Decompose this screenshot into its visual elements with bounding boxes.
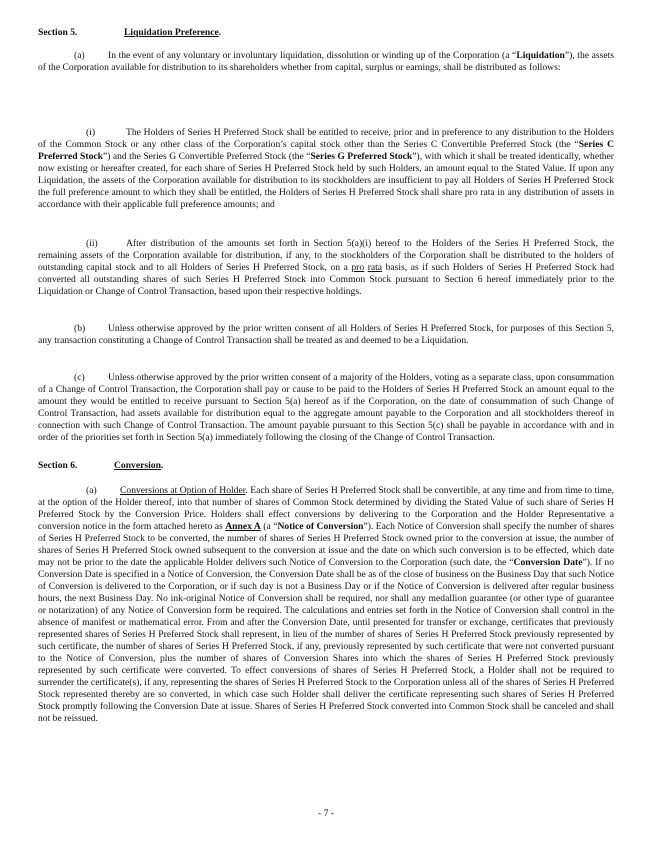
text-span: ”) and the Series G Convertible Preferred Stock (the “: [102, 151, 311, 162]
section-5-number: Section 5.: [38, 27, 78, 38]
section-5b-label: (b): [74, 323, 86, 334]
text-span: The Holders of Series H Preferred Stock shall be entitled to receive, prior and in preference to any distribution to the Holders of the Common Stock or any other class of the Corporation’s capital stock other than the Series C Convertible Preferred Stock (the “: [38, 127, 614, 150]
defined-term-liquidation: Liquidation: [516, 50, 565, 61]
text-span: ”), the assets of the Corporation available for distribution to its shareholders whether from capital, surplus or earnings, shall be distributed as follows:: [38, 50, 614, 73]
section-5-heading: Section 5. Liquidation Preference.: [38, 27, 222, 38]
section-5a-i-paragraph: [38, 127, 614, 211]
text-span: ”), with which it shall be treated identically, whether now existing or hereafter created, for each share of Series H Preferred Stock held by such Holders, an amount equal to the Stated Value. If upon any Liquidation, the assets of the Corporation available for distribution to its stockholders are insufficient to pay all Holders of Series H Preferred Stock the full preference amount to which they shall be entitled, the Holders of Series H Preferred Stock shall share pro rata in any distribution of assets in accordance with their applicable full preference amounts; and: [38, 151, 615, 210]
text-span: ”). Each Notice of Conversion shall specify the number of shares of Series H Preferred Stock to be converted, the number of shares of Series H Preferred Stock owned prior to the conversion at issue, the number of shares of Series H Preferred Stock owned subsequent to the conversion at issue and the date on which such conversion is to be effected, which date may not be prior to the date the applicable Holder delivers such Notice of Conversion to the Corporation (such date, the “: [38, 521, 615, 568]
underlined-rata: rata: [367, 262, 383, 273]
text-span: ”). If no Conversion Date is specified in a Notice of Conversion, the Conversion Date shall be as of the close of business on the Business Day that such Notice of Conversion is delivered to the Corporation, or if such day is not a Business Day or if the Notice of Conversion is delivered after regular business hours, the next Business Day. No ink-original Notice of Conversion shall be required, nor shall any medallion guarantee (or other type of guarantee or notarization) of any Notice of Conversion form be required. The calculations and entries set forth in the Notice of Conversion shall control in the absence of manifest or mathematical error. From and after the Conversion Date, until presented for transfer or exchange, certificates that previously represented shares of Series H Preferred Stock shall represent, in lieu of the number of shares of Series H Preferred Stock previously represented by such certificate, the number of shares of Series H Preferred Stock, if any, previously represented by such certificate that were not converted pursuant to the Notice of Conversion, plus the number of shares of Conversion Shares into which the shares of Series H Preferred Stock previously represented by such certificate were converted. To effect conversions of shares of Series H Preferred Stock, a Holder shall not be required to surrender the certificate(s), if any, representing the shares of Series H Preferred Stock to the Corporation unless all of the shares of Series H Preferred Stock represented thereby are so converted, in which case such Holder shall deliver the certificate representing such shares of Series H Preferred Stock promptly following the Conversion Date at issue. Shares of Series H Preferred Stock converted into Common Stock shall be canceled and shall not be reissued.: [38, 557, 615, 724]
section-6a-heading: Conversions at Option of Holder: [120, 485, 246, 496]
text-span: . Each share of Series H Preferred Stock shall be convertible, at any time and from time to time, at the option of the Holder thereof, into that number of shares of Common Stock determined by dividing the Stated Value of such share of Series H Preferred Stock by the Conversion Price. Holders shall effect conversions by delivering to the Corporation and the Holder Representative a conversion notice in the form attached hereto as: [38, 485, 614, 532]
page-number: - 7 -: [318, 808, 334, 819]
text-span: basis, as if such Holders of Series H Preferred Stock had converted all outstanding shares of such Series H Preferred Stock into Common Stock pursuant to Section 6 hereof immediately prior to the Liquidation or Change of Control Transaction, based upon their respective holdings.: [38, 262, 614, 297]
section-5a-label: (a): [74, 50, 85, 61]
text-span: After distribution of the amounts set forth in Section 5(a)(i) hereof to the Holders of the Series H Preferred Stock, the remaining assets of the Corporation available for distribution, if any, to the stockholders of the Corporation shall be distributed to the holders of outstanding capital stock and to all Holders of Series H Preferred Stock, on a: [38, 238, 614, 273]
defined-term-conversion-date: Conversion Date: [513, 557, 583, 568]
text-span: Unless otherwise approved by the prior written consent of all Holders of Series H Preferred Stock, for purposes of this Section 5, any transaction constituting a Change of Control Transaction shall be treated as and deemed to be a Liquidation.: [38, 323, 614, 346]
defined-term-series-c: Series C Preferred Stock: [38, 139, 614, 162]
section-6-heading: Section 6. Conversion.: [38, 460, 164, 471]
section-6a-paragraph: [38, 485, 614, 725]
text-span: (a “: [260, 521, 278, 532]
section-5a-paragraph: [38, 50, 614, 74]
text-span: Unless otherwise approved by the prior written consent of a majority of the Holders, voting as a separate class, upon consummation of a Change of Control Transaction, the Corporation shall pay or cause to be paid to the Holders of Series H Preferred Stock an amount equal to the amount they would be entitled to receive pursuant to Section 5(a) hereof as if the Corporation, on the date of consummation of such Change of Control Transaction, had assets available for distribution equal to the aggregate amount payable to the Corporation and all stockholders thereof in connection with such Change of Control Transaction. The amount payable pursuant to this Section 5(c) shall be payable in accordance with and in order of the priorities set forth in Section 5(a) immediately following the closing of the Change of Control Transaction.: [38, 372, 614, 443]
underlined-pro: pro: [351, 262, 365, 273]
defined-term-series-g: Series G Preferred Stock: [310, 151, 413, 162]
section-5c-label: (c): [74, 372, 85, 383]
section-6-title: Conversion: [114, 460, 161, 471]
section-5c-paragraph: [38, 372, 614, 444]
text-span: In the event of any voluntary or involuntary liquidation, dissolution or winding up of the Corporation (a “: [108, 50, 517, 61]
section-6-number: Section 6.: [38, 460, 78, 471]
section-5-title: Liquidation Preference: [124, 27, 219, 38]
defined-term-notice-of-conversion: Notice of Conversion: [277, 521, 364, 532]
section-6a-label: (a): [86, 485, 97, 496]
section-5a-i-label: (i): [86, 127, 96, 138]
annex-a-reference: Annex A: [225, 521, 261, 532]
section-5a-ii-label: (ii): [86, 238, 98, 249]
section-5a-ii-paragraph: [38, 238, 614, 298]
section-5b-paragraph: [38, 323, 614, 347]
